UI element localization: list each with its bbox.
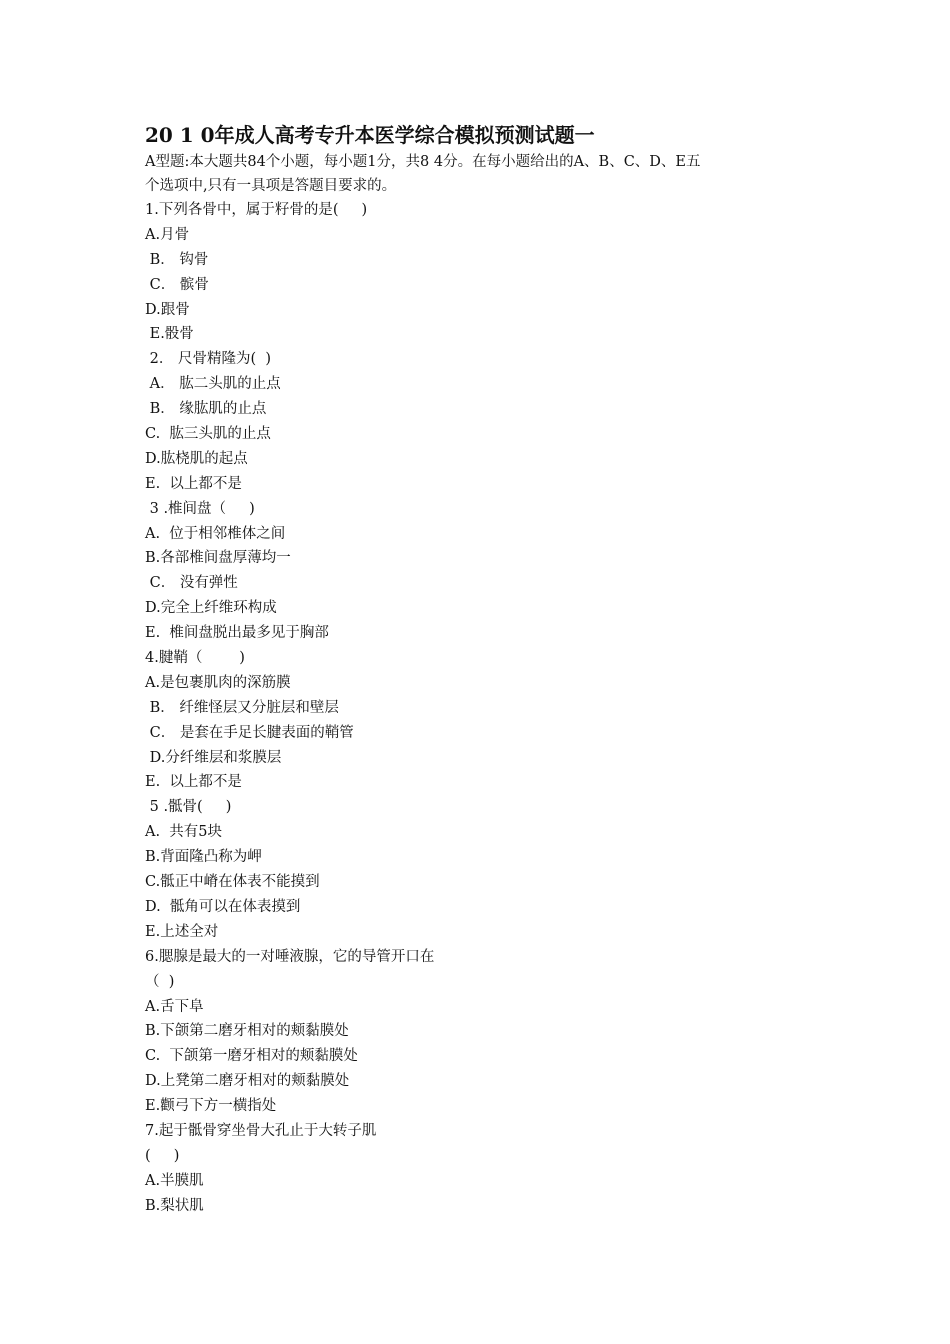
question-line: E. 以上都不是 (145, 774, 242, 791)
question-line: D. 骶角可以在体表摸到 (145, 898, 301, 915)
question-line: E. 以上都不是 (145, 475, 242, 492)
question-line: B.各部椎间盘厚薄均一 (145, 550, 291, 567)
question-line: A. 共有5块 (145, 824, 223, 841)
question-line: B． 纤维怪层又分脏层和壁层 (145, 699, 339, 716)
intro-line-1: A型题:本大题共84个小题，每小题1分，共8 4分。在每小题给出的A、B、C、D、E五 (145, 154, 701, 170)
question-line: A. 位于相邻椎体之间 (145, 525, 286, 542)
question-line: D.肱桡肌的起点 (145, 450, 248, 467)
question-line: D.完全上纤维环构成 (145, 600, 277, 617)
question-line: （ ) (145, 973, 175, 990)
document-title: 20 1 0年成人高考专升本医学综合模拟预测试题一 (145, 123, 595, 147)
question-line: 6.腮腺是最大的一对唾液腺，它的导管开口在 (145, 948, 435, 965)
question-line: B.下颌第二磨牙相对的颊黏膜处 (145, 1023, 349, 1040)
question-line: B． 缘肱肌的止点 (145, 401, 267, 418)
question-line: C. 肱三头肌的止点 (145, 426, 271, 443)
question-line: E.颧弓下方一横指处 (145, 1098, 277, 1115)
question-line: E.上述全对 (145, 923, 219, 940)
question-line: D.跟骨 (145, 301, 190, 318)
question-line: 4.腱鞘（ ) (145, 650, 245, 667)
intro-line-2: 个选项中,只有一具项是答题目要求的。 (145, 178, 397, 194)
question-line: A.月骨 (145, 226, 190, 243)
question-line: 5 .骶骨( ) (145, 799, 232, 816)
section-intro (145, 150, 815, 198)
question-list (145, 198, 815, 1219)
question-line: E.骰骨 (145, 326, 194, 343)
question-line: 7.起于骶骨穿坐骨大孔止于大转子肌 (145, 1122, 377, 1139)
question-line: B.梨状肌 (145, 1197, 204, 1214)
question-line: A.半膜肌 (145, 1172, 204, 1189)
question-line: B.背面隆凸称为岬 (145, 849, 262, 866)
question-line: A.舌下阜 (145, 998, 204, 1015)
question-line: E. 椎间盘脱出最多见于胸部 (145, 625, 329, 642)
question-line: A.是包裹肌肉的深筋膜 (145, 674, 291, 691)
question-line: C.骶正中嵴在体表不能摸到 (145, 874, 320, 891)
question-line: 1.下列各骨中，属于籽骨的是( ) (145, 202, 368, 218)
question-line: A． 肱二头肌的止点 (145, 376, 281, 393)
question-line: D.分纤维层和浆膜层 (145, 749, 282, 766)
question-line: C． 是套在手足长腱表面的鞘管 (145, 724, 354, 741)
question-line: C． 髌骨 (145, 276, 209, 293)
question-line: C． 没有弹性 (145, 575, 238, 592)
question-line: B． 钩骨 (145, 251, 209, 268)
question-line: C. 下颌第一磨牙相对的颊黏膜处 (145, 1048, 358, 1065)
question-line: 2． 尺骨精隆为( ) (145, 351, 271, 368)
question-line: D.上凳第二磨牙相对的颊黏膜处 (145, 1073, 350, 1090)
question-line: ( ) (145, 1147, 180, 1164)
question-line: 3 .椎间盘（ ) (145, 500, 255, 517)
document-page (145, 120, 815, 1219)
